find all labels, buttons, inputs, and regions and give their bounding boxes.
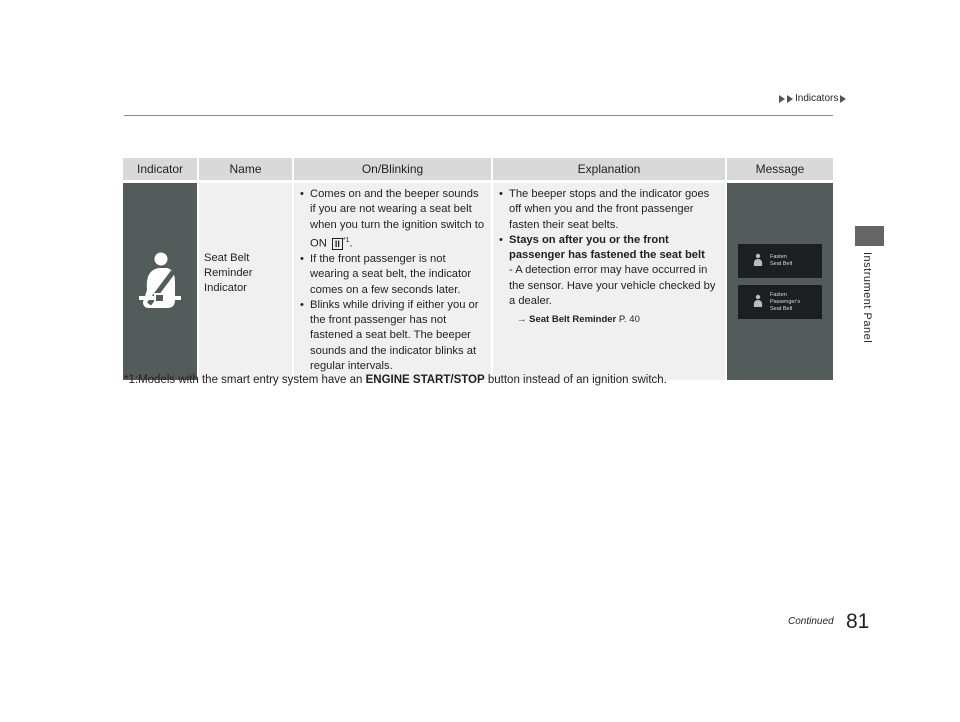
cross-reference-page: P. 40 xyxy=(618,314,640,326)
message-screen xyxy=(738,285,822,319)
name-line: Reminder xyxy=(204,267,253,279)
header-message: Message xyxy=(726,158,833,180)
chevron-right-icon xyxy=(779,95,785,103)
footnote: *1:Models with the smart entry system have an ENGINE START/STOP button instead of an ignition switch. xyxy=(124,374,667,386)
cross-reference[interactable] xyxy=(509,312,719,327)
table-header-row xyxy=(123,158,833,180)
seat-belt-icon xyxy=(750,294,766,310)
list-item: • If the front passenger is not wearing a seat belt, the indicator comes on a few seconds later. xyxy=(300,252,485,298)
reference-arrow-icon: → xyxy=(517,314,527,326)
explanation-cell xyxy=(492,183,726,380)
list-item: • Blinks while driving if either you or the front passenger has not fastened a seat belt. The beeper sounds and the indicator blinks at regular intervals. xyxy=(300,298,485,374)
footnote-ref: *1 xyxy=(342,236,350,244)
message-screen xyxy=(738,244,822,278)
name-line: Seat Belt xyxy=(204,252,250,264)
list-item-bold: Stays on after you or the front passenger has fastened the seat belt xyxy=(509,233,705,262)
breadcrumb xyxy=(779,93,846,104)
header-on-blinking: On/Blinking xyxy=(293,158,492,180)
table-row xyxy=(123,183,833,380)
header-name: Name xyxy=(198,158,293,180)
on-blinking-cell xyxy=(293,183,492,380)
footnote-bold: ENGINE START/STOP xyxy=(365,374,485,386)
message-line: Passenger's xyxy=(770,298,801,305)
cross-reference-title[interactable]: Seat Belt Reminder xyxy=(529,314,617,326)
list-item xyxy=(499,233,719,328)
continued-label: Continued xyxy=(788,616,834,627)
chevron-right-icon xyxy=(840,95,846,103)
ignition-position-icon: II xyxy=(332,238,343,250)
section-tab-marker xyxy=(855,226,884,246)
seat-belt-icon xyxy=(137,252,183,312)
name-line: Indicator xyxy=(204,282,247,294)
header-indicator: Indicator xyxy=(123,158,198,180)
message-line: Fasten xyxy=(770,291,787,298)
list-item-detail: - A detection error may have occurred in the sensor. Have your vehicle checked by a dealer. xyxy=(509,264,716,308)
message-line: Fasten xyxy=(770,254,787,261)
name-cell xyxy=(198,183,293,380)
seat-belt-icon xyxy=(750,253,766,269)
list-item: • Comes on and the beeper sounds if you are not wearing a seat belt when you turn the ignition switch to ON II $^{*1}$. xyxy=(300,187,485,252)
section-tab-label: Instrument Panel xyxy=(861,252,873,344)
list-item: • The beeper stops and the indicator goes off when you and the front passenger fasten their seat belts. xyxy=(499,187,719,233)
message-line: Seat Belt xyxy=(770,305,793,312)
breadcrumb-label: Indicators xyxy=(795,93,839,104)
header-divider xyxy=(124,115,833,116)
message-line: Seat Belt xyxy=(770,261,793,268)
page-number: 81 xyxy=(846,610,870,633)
chevron-right-icon xyxy=(787,95,793,103)
header-explanation: Explanation xyxy=(492,158,726,180)
message-cell xyxy=(726,183,833,380)
indicator-table xyxy=(123,158,833,380)
indicator-cell xyxy=(123,183,198,380)
